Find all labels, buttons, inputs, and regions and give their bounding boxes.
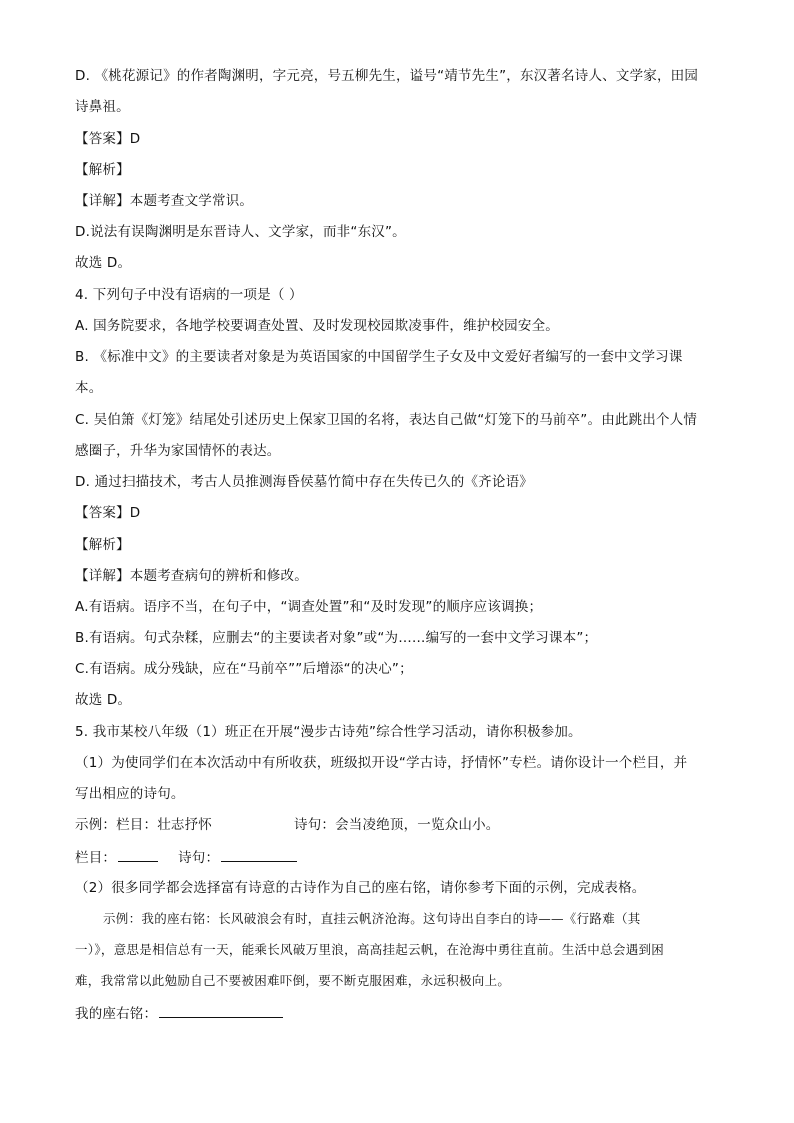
q5-part-2: （2）很多同学都会选择富有诗意的古诗作为自己的座右铭，请你参考下面的示例，完成表格。	[75, 880, 646, 896]
column-blank[interactable]	[118, 847, 158, 862]
option-d-line-1: D. 《桃花源记》的作者陶渊明，字元亮，号五柳先生，谥号“靖节先生”，东汉著名诗人、文学家，田园	[75, 68, 699, 84]
motto-label: 我的座右铭：	[75, 1006, 158, 1022]
q4-option-d: D. 通过扫描技术，考古人员推测海昏侯墓竹简中存在失传已久的《齐论语》	[75, 474, 533, 490]
q4-option-b-line-1: B. 《标准中文》的主要读者对象是为英语国家的中国留学生子女及中文爱好者编写的一套中文学习课	[75, 349, 683, 365]
option-d-line-2: 诗鼻祖。	[75, 99, 130, 115]
example-poem: 诗句：会当凌绝顶，一览众山小。	[294, 817, 500, 833]
answer-label: 【答案】D	[75, 131, 141, 147]
example-column: 示例：栏目：壮志抒怀	[75, 817, 212, 833]
answer-label: 【答案】D	[75, 505, 141, 521]
example-row	[75, 815, 500, 835]
poem-blank[interactable]	[221, 847, 297, 862]
motto-blank[interactable]	[159, 1003, 283, 1018]
detail-line: 【详解】本题考查文学常识。	[75, 193, 254, 209]
example-motto-line-3: 难，我常常以此勉励自己不要被困难吓倒，要不断克服困难，永远积极向上。	[75, 973, 511, 988]
question-5: 5. 我市某校八年级（1）班正在开展“漫步古诗苑”综合性学习活动，请你积极参加。	[75, 724, 582, 740]
choose-line: 故选 D。	[75, 692, 132, 708]
example-motto-line-2: 一）》，意思是相信总有一天，能乘长风破万里浪，高高挂起云帆，在沧海中勇往直前。生活中总会遇到困	[75, 942, 665, 957]
column-label: 栏目：	[75, 850, 117, 866]
q4-option-c-line-1: C. 吴伯箫《灯笼》结尾处引述历史上保家卫国的名将，表达自己做“灯笼下的马前卒”。由此跳出个人情	[75, 412, 698, 428]
detail-line: 【详解】本题考查病句的辨析和修改。	[75, 568, 308, 584]
example-motto-line-1: 示例：我的座右铭：长风破浪会有时，直挂云帆济沧海。这句诗出自李白的诗——《行路难（其	[103, 911, 641, 926]
analysis-label: 【解析】	[75, 162, 130, 178]
poem-label: 诗句：	[178, 850, 220, 866]
explanation-b: B.有语病。句式杂糅，应删去“的主要读者对象”或“为……编写的一套中文学习课本”；	[75, 630, 598, 646]
question-4: 4. 下列句子中没有语病的一项是（ ）	[75, 287, 303, 303]
q5-part-1-line-1: （1）为使同学们在本次活动中有所收获，班级拟开设“学古诗，抒情怀”专栏。请你设计一个栏目，并	[75, 755, 688, 771]
explanation-line: D.说法有误陶渊明是东晋诗人、文学家，而非“东汉”。	[75, 224, 406, 240]
motto-row	[75, 1003, 287, 1024]
q4-option-c-line-2: 感圈子，升华为家国情怀的表达。	[75, 443, 281, 459]
q4-option-a: A. 国务院要求，各地学校要调查处置、及时发现校园欺凌事件，维护校园安全。	[75, 318, 559, 334]
analysis-label: 【解析】	[75, 537, 130, 553]
explanation-a: A.有语病。语序不当，在句子中，“调查处置”和“及时发现”的顺序应该调换；	[75, 599, 543, 615]
answer-row	[75, 847, 301, 868]
q4-option-b-line-2: 本。	[75, 380, 103, 396]
q5-part-1-line-2: 写出相应的诗句。	[75, 786, 185, 802]
choose-line: 故选 D。	[75, 255, 132, 271]
explanation-c: C.有语病。成分残缺，应在“马前卒””后增添“的决心”；	[75, 661, 413, 677]
